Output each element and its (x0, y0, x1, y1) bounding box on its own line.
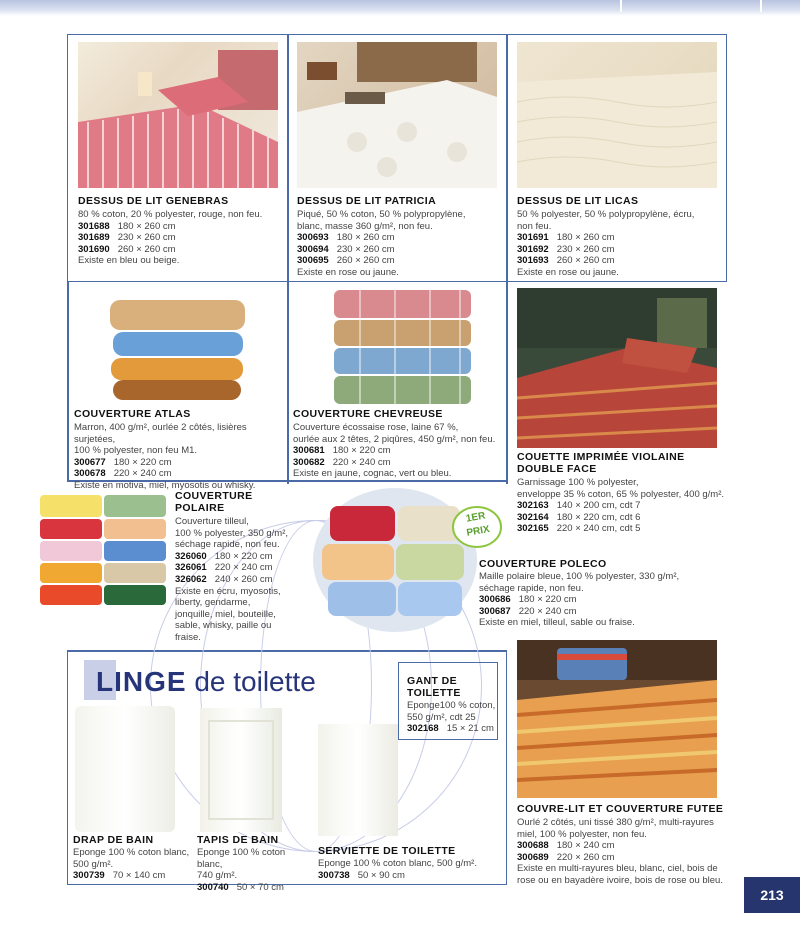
product-title: SERVIETTE DE TOILETTE (318, 845, 456, 857)
tapis-photo (200, 708, 282, 832)
product-desc: Couverture tilleul, 100 % polyester, 350 g/m², séchage rapide, non feu. 326060 180 × 220 cm 326061 220 × 240 cm 326062 240 × 260 cm Existe en écru, myosotis, liberty, gendarme, jonquille, miel, bouteille, sable, whisky, paille ou fraise. (175, 516, 289, 643)
product-title: COUVERTURE POLECO (479, 558, 607, 570)
product-title: GANT DE TOILETTE (407, 675, 461, 699)
first-price-badge (452, 505, 502, 549)
folded-blankets-image (105, 292, 250, 402)
band-divider (620, 0, 622, 12)
striped-bed-image (517, 640, 717, 798)
grid-divider (67, 282, 69, 480)
grid-divider (506, 34, 508, 484)
product-title: DRAP DE BAIN (73, 834, 154, 846)
band-divider (760, 0, 762, 12)
product-desc: Maille polaire bleue, 100 % polyester, 330 g/m², séchage rapide, non feu. 300686 180 × 220 cm 300687 220 × 240 cm Existe en miel, tilleul, sable ou fraise. (479, 571, 680, 629)
fleece-stack-image (38, 493, 170, 621)
licas-photo (517, 42, 717, 188)
product-title: COUVERTURE ATLAS (74, 408, 191, 420)
serviette-photo (318, 724, 398, 836)
product-desc: Couverture écossaise rose, laine 67 %, ourlée aux 2 têtes, 2 piqûres, 450 g/m², non feu. 300681 180 × 220 cm 300682 220 × 240 cm Existe en jaune, cognac, vert ou bleu. (293, 422, 496, 480)
bed-white-image (297, 42, 497, 188)
atlas-photo (105, 292, 250, 402)
tapis-pattern (208, 720, 274, 820)
product-title: COUVERTURE POLAIRE (175, 490, 253, 514)
section-title: LINGE de toilette (96, 666, 316, 697)
product-title: COUVRE-LIT ET COUVERTURE FUTEE (517, 803, 724, 815)
product-title: TAPIS DE BAIN (197, 834, 279, 846)
futee-photo (517, 640, 717, 798)
plaid-blankets-image (330, 288, 475, 408)
violaine-photo (517, 288, 717, 448)
badge-top: 1ER (465, 510, 487, 525)
badge-bottom: PRIX (465, 523, 491, 539)
product-desc: Garnissage 100 % polyester, enveloppe 35 % coton, 65 % polyester, 400 g/m². 302163 140 × 200 cm, cdt 7 302164 180 × 220 cm, cdt 6 302165 220 × 240 cm, cdt 5 (517, 477, 725, 535)
chevreuse-photo (330, 288, 475, 408)
product-title: COUETTE IMPRIMÉE VIOLAINE DOUBLE FACE (517, 451, 685, 475)
product-desc: Piqué, 50 % coton, 50 % polypropylène, blanc, masse 360 g/m², non feu. 300693 180 × 260 cm 300694 230 × 260 cm 300695 260 × 260 cm Existe en rose ou jaune. (297, 209, 466, 278)
drap-photo (75, 706, 175, 832)
top-band (0, 0, 800, 16)
product-desc: Eponge100 % coton, 550 g/m², cdt 25 302168 15 × 21 cm (407, 700, 496, 735)
product-title: DESSUS DE LIT GENEBRAS (78, 195, 229, 207)
product-title: DESSUS DE LIT LICAS (517, 195, 639, 207)
duvet-bed-image (517, 288, 717, 448)
patricia-photo (297, 42, 497, 188)
grid-divider (287, 34, 289, 484)
product-title: DESSUS DE LIT PATRICIA (297, 195, 437, 207)
product-desc: 80 % coton, 20 % polyester, rouge, non feu. 301688 180 × 260 cm 301689 230 × 260 cm 301690 260 × 260 cm Existe en bleu ou beige. (78, 209, 263, 267)
product-desc: Marron, 400 g/m², ourlée 2 côtés, lisières surjetées, 100 % polyester, non feu M1. 300677 180 × 220 cm 300678 220 × 240 cm Existe en motiva, miel, myosotis ou whisky. (74, 422, 256, 491)
bed-striped-image (78, 42, 278, 188)
product-desc: 50 % polyester, 50 % polypropylène, écru, non feu. 301691 180 × 260 cm 301692 230 × 260 cm 301693 260 × 260 cm Existe en rose ou jaune. (517, 209, 695, 278)
bed-ecru-image (517, 42, 717, 188)
product-desc: Eponge 100 % coton blanc, 500 g/m². 300738 50 × 90 cm (318, 858, 477, 881)
product-desc: Ourlé 2 côtés, uni tissé 380 g/m², multi-rayures miel, 100 % polyester, non feu. 300688 180 × 240 cm 300689 220 × 260 cm Existe en multi-rayures bleu, blanc, ciel, bois de rose ou en bayadère ivoire, bois de rose ou bleu. (517, 817, 723, 886)
product-desc: Eponge 100 % coton blanc, 740 g/m². 300740 50 × 70 cm (197, 847, 286, 893)
product-desc: Eponge 100 % coton blanc, 500 g/m². 300739 70 × 140 cm (73, 847, 190, 882)
product-title: COUVERTURE CHEVREUSE (293, 408, 443, 420)
genebras-photo (78, 42, 278, 188)
page-number: 213 (744, 877, 800, 913)
polaire-photo (38, 493, 170, 621)
